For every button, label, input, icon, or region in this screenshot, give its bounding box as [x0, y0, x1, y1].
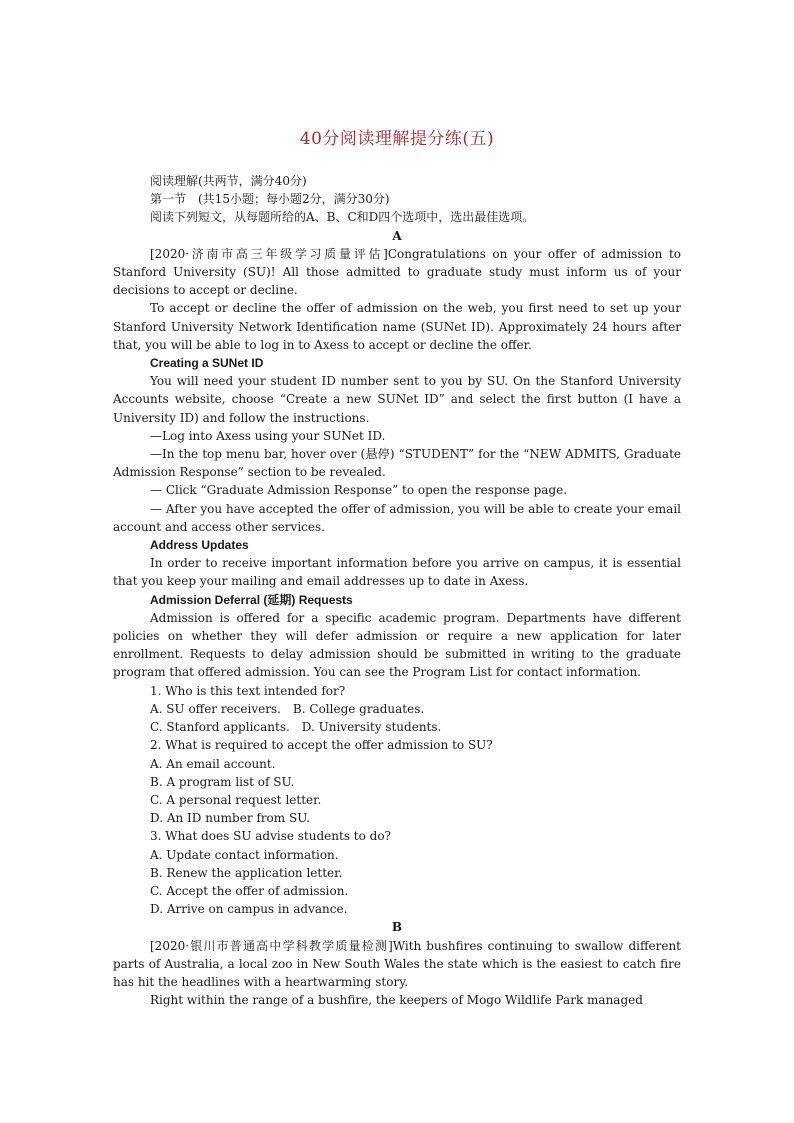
- page-title: 40分阅读理解提分练(五): [299, 129, 495, 149]
- option: A. Update contact information.: [150, 847, 339, 862]
- step-item: —Log into Axess using your SUNet ID.: [150, 428, 386, 443]
- instruction-line: 阅读下列短文，从每题所给的A、B、C和D四个选项中，选出最佳选项。: [150, 210, 535, 225]
- subheading: Creating a SUNet ID: [150, 356, 264, 371]
- option: A. An email account.: [150, 756, 276, 771]
- passage-label: A: [392, 228, 402, 243]
- paragraph: In order to receive important information before you arrive on campus, it is essential that you keep your mailing and email addresses up to date in Axess.: [113, 556, 681, 589]
- subheading: Address Updates: [150, 538, 249, 553]
- step-item: — Click “Graduate Admission Response” to open the response page.: [150, 483, 568, 498]
- option: B. Renew the application letter.: [150, 865, 343, 880]
- option: D. Arrive on campus in advance.: [150, 902, 348, 917]
- option: C. Accept the offer of admission.: [150, 883, 349, 898]
- step-item: — After you have accepted the offer of admission, you will be able to create your email account and access other services.: [113, 501, 681, 534]
- option: C. Stanford applicants. D. University students.: [150, 720, 442, 735]
- question: 3. What does SU advise students to do?: [150, 829, 391, 844]
- step-item: —In the top menu bar, hover over (悬停) “STUDENT” for the “NEW ADMITS, Graduate Admission Response” section to be revealed.: [113, 447, 681, 480]
- option: B. A program list of SU.: [150, 774, 295, 789]
- question: 1. Who is this text intended for?: [150, 683, 346, 698]
- passage-label: B: [391, 920, 403, 935]
- section-header-line: 阅读理解(共两节，满分40分): [150, 174, 307, 188]
- question: 2. What is required to accept the offer admission to SU?: [150, 738, 493, 753]
- paragraph: [2020·银川市普通高中学科教学质量检测]With bushfires continuing to swallow different parts of Australia, a local zoo in New South Wales the state which is the easiest to catch fire has hit the headlines with a heartwarming story.: [113, 938, 681, 989]
- paragraph: [2020·济南市高三年级学习质量评估]Congratulations on your offer of admission to Stanford University (SU)! All those admitted to graduate study must inform us of your decisions to accept or decline.: [113, 246, 681, 298]
- section-header-line: 第一节 (共15小题；每小题2分，满分30分): [150, 192, 390, 207]
- paragraph: To accept or decline the offer of admission on the web, you first need to set up your Stanford University Network Identification name (SUNet ID). Approximately 24 hours after that, you will be able to log in to Axess to accept or decline the offer.: [113, 301, 681, 352]
- paragraph: Right within the range of a bushfire, the keepers of Mogo Wildlife Park managed: [150, 993, 643, 1008]
- option: C. A personal request letter.: [150, 792, 322, 807]
- subheading: Admission Deferral (延期) Requests: [150, 592, 353, 607]
- option: D. An ID number from SU.: [150, 811, 311, 826]
- paragraph: You will need your student ID number sent to you by SU. On the Stanford University Accounts website, choose “Create a new SUNet ID” and select the first button (I have a University ID) and follow the instructions.: [113, 374, 681, 425]
- paragraph: Admission is offered for a specific academic program. Departments have different policies on whether they will defer admission or require a new application for later enrollment. Requests to delay admission should be submitted in writing to the graduate program that offered admission. You can see the Program List for contact information.: [113, 610, 681, 680]
- option: A. SU offer receivers. B. College graduates.: [150, 701, 425, 716]
- document-body: [113, 172, 681, 1009]
